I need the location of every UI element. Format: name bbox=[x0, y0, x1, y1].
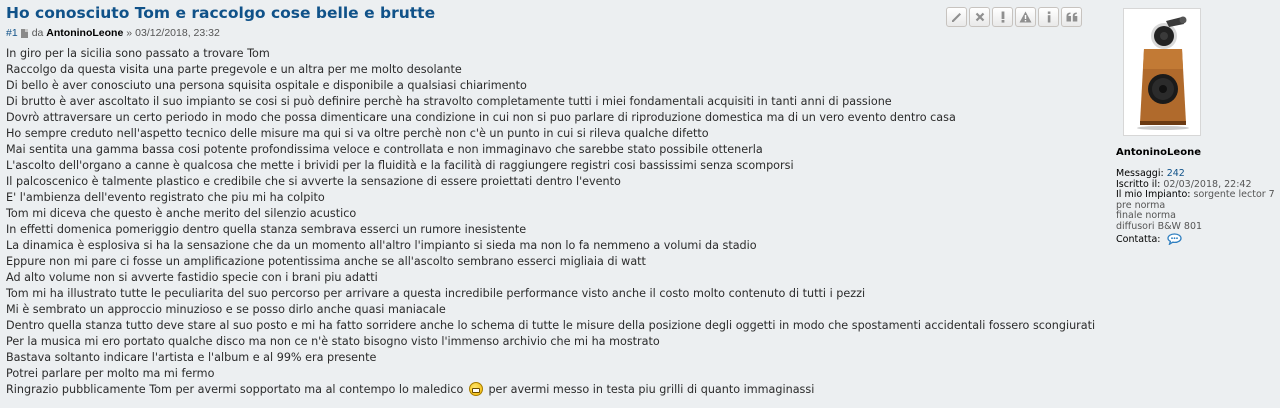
profile-username-link[interactable]: AntoninoLeone bbox=[1116, 147, 1201, 158]
post-text-line: In effetti domenica pomeriggio dentro quella stanza sembrava esserci un rumore inesistente bbox=[6, 223, 527, 236]
post-date: 03/12/2018, 23:32 bbox=[135, 27, 220, 39]
post-text-line bbox=[6, 382, 1096, 398]
info-button[interactable] bbox=[1038, 7, 1059, 27]
post-text-line: In giro per la sicilia sono passato a trovare Tom bbox=[6, 47, 270, 60]
report-button[interactable] bbox=[992, 7, 1013, 27]
warning-icon bbox=[1019, 11, 1032, 23]
post-text-line: Ho sempre creduto nell'aspetto tecnico delle misure ma qui si va oltre perchè non c'è un punto in cui si rileva qualche difetto bbox=[6, 127, 709, 140]
post-content bbox=[6, 46, 1096, 398]
post-text-line: Tom mi diceva che questo è anche merito del silenzio acustico bbox=[6, 207, 357, 220]
post-text-line: Mai sentita una gamma bassa cosi potente profondissima veloce e controllata e non immaginavo che sarebbe stato possibile ottenerla bbox=[6, 143, 763, 156]
speaker-image bbox=[1124, 9, 1200, 135]
post-text-line: Di bello è aver conosciuto una persona squisita ospitale e disponibile a qualsiasi chiarimento bbox=[6, 79, 527, 92]
separator: » bbox=[126, 27, 133, 39]
system-label: Il mio Impianto: bbox=[1116, 189, 1191, 200]
pencil-icon bbox=[951, 12, 962, 23]
post-title[interactable]: Ho conosciuto Tom e raccolgo cose belle e brutte bbox=[6, 4, 436, 22]
post-text-line: Il palcoscenico è talmente plastico e credibile che si avverte la sensazione di essere proiettati dentro l'evento bbox=[6, 175, 621, 188]
exclamation-icon bbox=[1000, 11, 1006, 23]
post-text-line: Raccolgo da questa visita una parte pregevole e un altra per me molto desolante bbox=[6, 63, 462, 76]
quote-icon bbox=[1066, 12, 1078, 22]
author-username-link[interactable]: AntoninoLeone bbox=[46, 27, 124, 39]
registered-date: 02/03/2018, 22:42 bbox=[1163, 178, 1252, 190]
post-author-line bbox=[6, 27, 220, 39]
post-text-line: Mi è sembrato un approccio minuzioso e se posso dirlo anche quasi maniacale bbox=[6, 303, 446, 316]
system-line: diffusori B&W 801 bbox=[1116, 220, 1203, 232]
post-text-line: Tom mi ha illustrato tutte le peculiarita del suo percorso per arrivare a questa incredibile performance visto anche il costo molto contenuto di tutti i pezzi bbox=[6, 287, 866, 300]
contact-label: Contatta: bbox=[1116, 234, 1161, 245]
messages-count-link[interactable]: 242 bbox=[1166, 168, 1185, 179]
system-value: sorgente lector 7 bbox=[1193, 189, 1275, 200]
post-text-line: Dentro quella stanza tutto deve stare al suo posto e mi ha fatto sorridere anche lo schema di tutte le misure della posizione degli oggetti in modo che spostamenti accidentali fossero scongiurati bbox=[6, 319, 1096, 332]
post-text-line: Di brutto è aver ascoltato il suo impianto se cosi si può definire perchè ha stravolto completamente tutti i miei fondamentali acquisiti in tanti anni di passione bbox=[6, 95, 892, 108]
post-text-line: Dovrò attraversare un certo periodo in modo che possa dimenticare una condizione in cui non si puo parlare di riproduzione domestica ma di un vero evento dentro casa bbox=[6, 111, 956, 124]
profile-details bbox=[1116, 169, 1276, 246]
user-profile bbox=[1116, 8, 1276, 246]
post-text-line: Ad alto volume non si avverte fastidio specie con i brani piu adatti bbox=[6, 271, 378, 284]
post-text-line: E' l'ambienza dell'evento registrato che piu mi ha colpito bbox=[6, 191, 325, 204]
post-text-line: L'ascolto dell'organo a canne è qualcosa che mette i brividi per la fluidità e la facilità di raggiungere registri cosi bassissimi senza scomporsi bbox=[6, 159, 794, 172]
post-text-segment: per avermi messo in testa piu grilli di quanto immaginassi bbox=[488, 383, 815, 396]
system-line: finale norma bbox=[1116, 210, 1176, 221]
post-text-line: Potrei parlare per molto ma mi fermo bbox=[6, 367, 215, 380]
profile-system-row bbox=[1116, 190, 1276, 201]
edit-button[interactable] bbox=[946, 7, 967, 27]
profile-contact-row bbox=[1116, 233, 1276, 246]
post-number-link[interactable]: #1 bbox=[6, 27, 18, 39]
post-text-line: Eppure non mi pare ci fosse un amplificazione potentissima anche se all'ascolto sembrano esserci migliaia di watt bbox=[6, 255, 646, 268]
info-icon bbox=[1046, 11, 1052, 23]
post-text-line: Per la musica mi ero portato qualche disco ma non ce n'è stato bisogno visto l'immenso archivio che mi ha mostrato bbox=[6, 335, 660, 348]
avatar[interactable] bbox=[1123, 8, 1201, 136]
system-line: pre norma bbox=[1116, 199, 1166, 211]
close-icon bbox=[975, 12, 985, 22]
post-text-line: La dinamica è esplosiva si ha la sensazione che da un momento all'altro l'impianto si sieda ma non lo fa nemmeno a volumi da stadio bbox=[6, 239, 757, 252]
grimacing-smiley-icon bbox=[469, 382, 483, 396]
delete-button[interactable] bbox=[969, 7, 990, 27]
quote-button[interactable] bbox=[1061, 7, 1082, 27]
post-actions bbox=[946, 7, 1082, 27]
post-text-segment: Ringrazio pubblicamente Tom per avermi sopportato ma al contempo lo maledico bbox=[6, 383, 464, 396]
post-text-line: Bastava soltanto indicare l'artista e l'album e al 99% era presente bbox=[6, 351, 377, 364]
warn-button[interactable] bbox=[1015, 7, 1036, 27]
messages-label: Messaggi: bbox=[1116, 168, 1164, 179]
by-label: da bbox=[31, 27, 44, 39]
registered-label: Iscritto il: bbox=[1116, 178, 1161, 190]
file-icon bbox=[21, 29, 28, 38]
chat-bubble-icon[interactable] bbox=[1167, 233, 1182, 245]
